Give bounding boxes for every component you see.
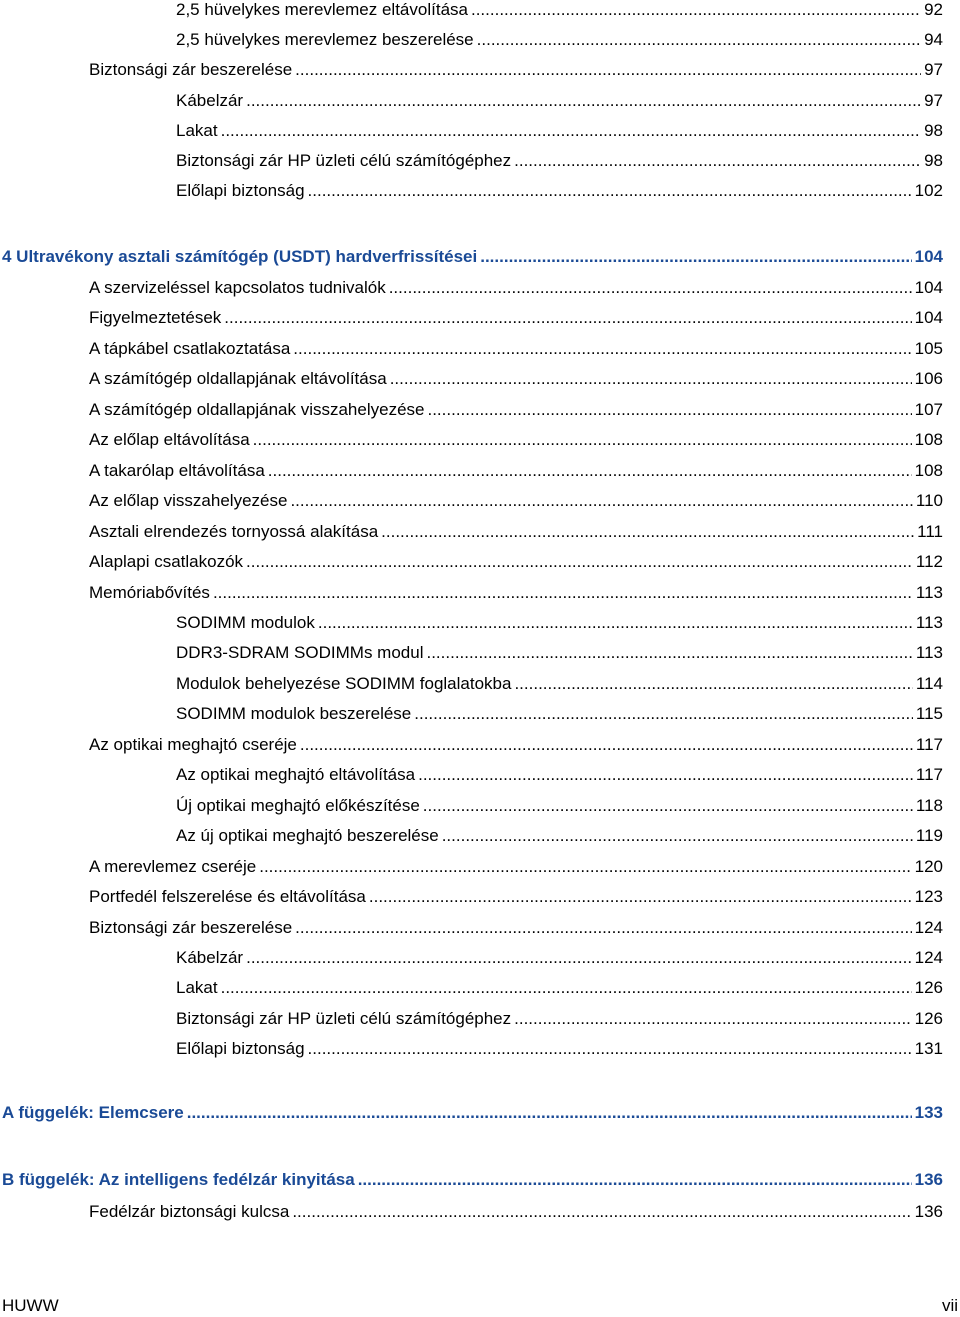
toc-entry-title: A számítógép oldallapjának eltávolítása	[89, 369, 387, 388]
toc-entry[interactable]	[89, 491, 943, 511]
toc-entry-page-number: 131	[914, 1039, 943, 1058]
toc-leader-dots	[293, 339, 911, 359]
toc-entry-title: Új optikai meghajtó előkészítése	[176, 796, 420, 815]
toc-entry-page-number: 114	[915, 674, 943, 693]
toc-entry[interactable]	[89, 552, 943, 572]
toc-leader-dots	[390, 369, 912, 389]
toc-entry[interactable]	[176, 151, 943, 171]
toc-leader-dots	[418, 765, 913, 785]
toc-entry[interactable]	[89, 918, 943, 938]
toc-entry[interactable]	[89, 887, 943, 907]
toc-entry[interactable]	[176, 796, 943, 816]
toc-entry[interactable]	[176, 978, 943, 998]
toc-entry-title: A szervizeléssel kapcsolatos tudnivalók	[89, 278, 386, 297]
toc-entry-page-number: 136	[914, 1170, 943, 1189]
toc-entry[interactable]	[89, 60, 943, 80]
toc-leader-dots	[426, 643, 912, 663]
toc-leader-dots	[389, 278, 912, 298]
toc-leader-dots	[295, 60, 921, 80]
toc-leader-dots	[477, 30, 921, 50]
toc-chapter-entry[interactable]	[2, 247, 943, 267]
toc-entry-title: Az optikai meghajtó cseréje	[89, 735, 297, 754]
toc-entry-title: Fedélzár biztonsági kulcsa	[89, 1202, 290, 1221]
toc-entry-title: A takarólap eltávolítása	[89, 461, 265, 480]
toc-leader-dots	[308, 181, 912, 201]
toc-entry-page-number: 124	[914, 948, 943, 967]
toc-entry-page-number: 94	[924, 30, 943, 49]
toc-leader-dots	[423, 796, 913, 816]
toc-entry[interactable]	[176, 181, 943, 201]
toc-entry-title: Biztonsági zár beszerelése	[89, 918, 293, 937]
toc-entry-page-number: 97	[924, 60, 943, 79]
toc-entry-page-number: 105	[914, 339, 943, 358]
toc-entry-title: Lakat	[176, 978, 218, 997]
toc-leader-dots	[246, 552, 913, 572]
toc-leader-dots	[246, 948, 912, 968]
toc-chapter-entry[interactable]	[2, 1170, 943, 1190]
toc-entry-title: SODIMM modulok beszerelése	[176, 704, 412, 723]
toc-entry-title: Lakat	[176, 121, 218, 140]
toc-entry-page-number: 97	[924, 91, 943, 110]
toc-leader-dots	[187, 1103, 912, 1123]
toc-entry[interactable]	[176, 765, 943, 785]
toc-entry[interactable]	[89, 1202, 943, 1222]
toc-leader-dots	[471, 0, 921, 20]
toc-leader-dots	[253, 430, 912, 450]
toc-entry-page-number: 110	[915, 491, 943, 510]
toc-leader-dots	[369, 887, 912, 907]
toc-entry-page-number: 113	[915, 583, 943, 602]
toc-entry-title: Előlapi biztonság	[176, 181, 305, 200]
toc-entry-title: 2,5 hüvelykes merevlemez beszerelése	[176, 30, 474, 49]
toc-entry-page-number: 112	[915, 552, 943, 571]
toc-entry-page-number: 115	[915, 704, 943, 723]
toc-entry-page-number: 107	[914, 400, 943, 419]
toc-entry-page-number: 104	[914, 247, 943, 266]
toc-leader-dots	[290, 491, 912, 511]
toc-entry-title: Memóriabővítés	[89, 583, 210, 602]
toc-entry[interactable]	[176, 1009, 943, 1029]
toc-entry-title: A merevlemez cseréje	[89, 857, 257, 876]
toc-entry-page-number: 117	[915, 735, 943, 754]
toc-entry-page-number: 126	[914, 1009, 943, 1028]
toc-entry-title: Asztali elrendezés tornyossá alakítása	[89, 522, 379, 541]
toc-entry[interactable]	[89, 430, 943, 450]
toc-leader-dots	[213, 583, 913, 603]
toc-leader-dots	[414, 704, 913, 724]
toc-entry-page-number: 108	[914, 430, 943, 449]
toc-entry[interactable]	[176, 613, 943, 633]
toc-leader-dots	[224, 308, 911, 328]
toc-leader-dots	[292, 1202, 911, 1222]
toc-entry[interactable]	[89, 369, 943, 389]
toc-entry-title: DDR3-SDRAM SODIMMs modul	[176, 643, 424, 662]
toc-entry-page-number: 108	[914, 461, 943, 480]
toc-entry-page-number: 133	[914, 1103, 943, 1122]
toc-chapter-entry[interactable]	[2, 1103, 943, 1123]
toc-entry-page-number: 124	[914, 918, 943, 937]
toc-entry-title: Modulok behelyezése SODIMM foglalatokba	[176, 674, 512, 693]
toc-entry[interactable]	[176, 30, 943, 50]
toc-entry-page-number: 113	[915, 643, 943, 662]
footer-page-number: vii	[941, 1296, 958, 1315]
toc-entry[interactable]	[176, 1039, 943, 1059]
toc-entry[interactable]	[176, 0, 943, 20]
toc-leader-dots	[221, 978, 912, 998]
toc-leader-dots	[514, 674, 912, 694]
toc-entry-title: Portfedél felszerelése és eltávolítása	[89, 887, 366, 906]
toc-entry[interactable]	[176, 674, 943, 694]
toc-entry-page-number: 120	[914, 857, 943, 876]
toc-leader-dots	[480, 247, 911, 267]
toc-leader-dots	[259, 857, 911, 877]
toc-entry-title: Kábelzár	[176, 91, 244, 110]
toc-entry[interactable]	[176, 643, 943, 663]
toc-entry-title: Az új optikai meghajtó beszerelése	[176, 826, 439, 845]
toc-entry[interactable]	[176, 91, 943, 111]
toc-entry-title: 2,5 hüvelykes merevlemez eltávolítása	[176, 0, 468, 19]
toc-entry[interactable]	[89, 857, 943, 877]
toc-entry[interactable]	[89, 583, 943, 603]
toc-entry-title: Az optikai meghajtó eltávolítása	[176, 765, 416, 784]
toc-entry-page-number: 104	[914, 308, 943, 327]
toc-entry-title: A tápkábel csatlakoztatása	[89, 339, 291, 358]
toc-entry-title: A számítógép oldallapjának visszahelyezése	[89, 400, 425, 419]
toc-entry[interactable]	[89, 278, 943, 298]
toc-entry[interactable]	[89, 308, 943, 328]
toc-entry[interactable]	[176, 121, 943, 141]
toc-leader-dots	[300, 735, 913, 755]
toc-entry[interactable]	[89, 461, 943, 481]
toc-entry-title: 4 Ultravékony asztali számítógép (USDT) hardverfrissítései	[2, 247, 478, 266]
toc-entry-title: SODIMM modulok	[176, 613, 315, 632]
toc-entry-title: Alaplapi csatlakozók	[89, 552, 244, 571]
toc-leader-dots	[268, 461, 912, 481]
toc-entry-page-number: 113	[915, 613, 943, 632]
toc-entry-page-number: 102	[914, 181, 943, 200]
toc-entry-title: Biztonsági zár HP üzleti célú számítógéphez	[176, 151, 512, 170]
toc-entry-title: Figyelmeztetések	[89, 308, 222, 327]
toc-leader-dots	[514, 151, 921, 171]
toc-entry-page-number: 92	[924, 0, 943, 19]
toc-entry-page-number: 106	[914, 369, 943, 388]
toc-leader-dots	[318, 613, 913, 633]
toc-entry[interactable]	[89, 400, 943, 420]
toc-entry-page-number: 98	[924, 151, 943, 170]
toc-entry-title: Kábelzár	[176, 948, 244, 967]
toc-entry-title: Az előlap eltávolítása	[89, 430, 250, 449]
footer-locale: HUWW	[2, 1296, 59, 1315]
toc-entry-page-number: 111	[917, 522, 943, 541]
toc-entry-title: Előlapi biztonság	[176, 1039, 305, 1058]
toc-leader-dots	[442, 826, 913, 846]
toc-entry[interactable]	[176, 826, 943, 846]
toc-entry[interactable]	[176, 704, 943, 724]
toc-entry-title: B függelék: Az intelligens fedélzár kinyitása	[2, 1170, 355, 1189]
toc-leader-dots	[246, 91, 921, 111]
toc-leader-dots	[358, 1170, 912, 1190]
toc-entry[interactable]	[176, 948, 943, 968]
toc-leader-dots	[295, 918, 911, 938]
toc-entry-page-number: 104	[914, 278, 943, 297]
toc-entry-page-number: 119	[915, 826, 943, 845]
toc-entry[interactable]	[89, 522, 943, 542]
toc-entry-title: Az előlap visszahelyezése	[89, 491, 288, 510]
toc-entry-page-number: 126	[914, 978, 943, 997]
toc-entry-title: Biztonsági zár beszerelése	[89, 60, 293, 79]
toc-entry[interactable]	[89, 735, 943, 755]
toc-leader-dots	[221, 121, 921, 141]
toc-leader-dots	[514, 1009, 911, 1029]
toc-entry-page-number: 123	[914, 887, 943, 906]
toc-entry-title: Biztonsági zár HP üzleti célú számítógéphez	[176, 1009, 512, 1028]
toc-entry-title: A függelék: Elemcsere	[2, 1103, 184, 1122]
toc-entry-page-number: 117	[915, 765, 943, 784]
toc-entry-page-number: 98	[924, 121, 943, 140]
toc-leader-dots	[381, 522, 914, 542]
toc-entry-page-number: 136	[914, 1202, 943, 1221]
toc-entry[interactable]	[89, 339, 943, 359]
toc-entry-page-number: 118	[915, 796, 943, 815]
toc-leader-dots	[308, 1039, 912, 1059]
toc-leader-dots	[427, 400, 911, 420]
